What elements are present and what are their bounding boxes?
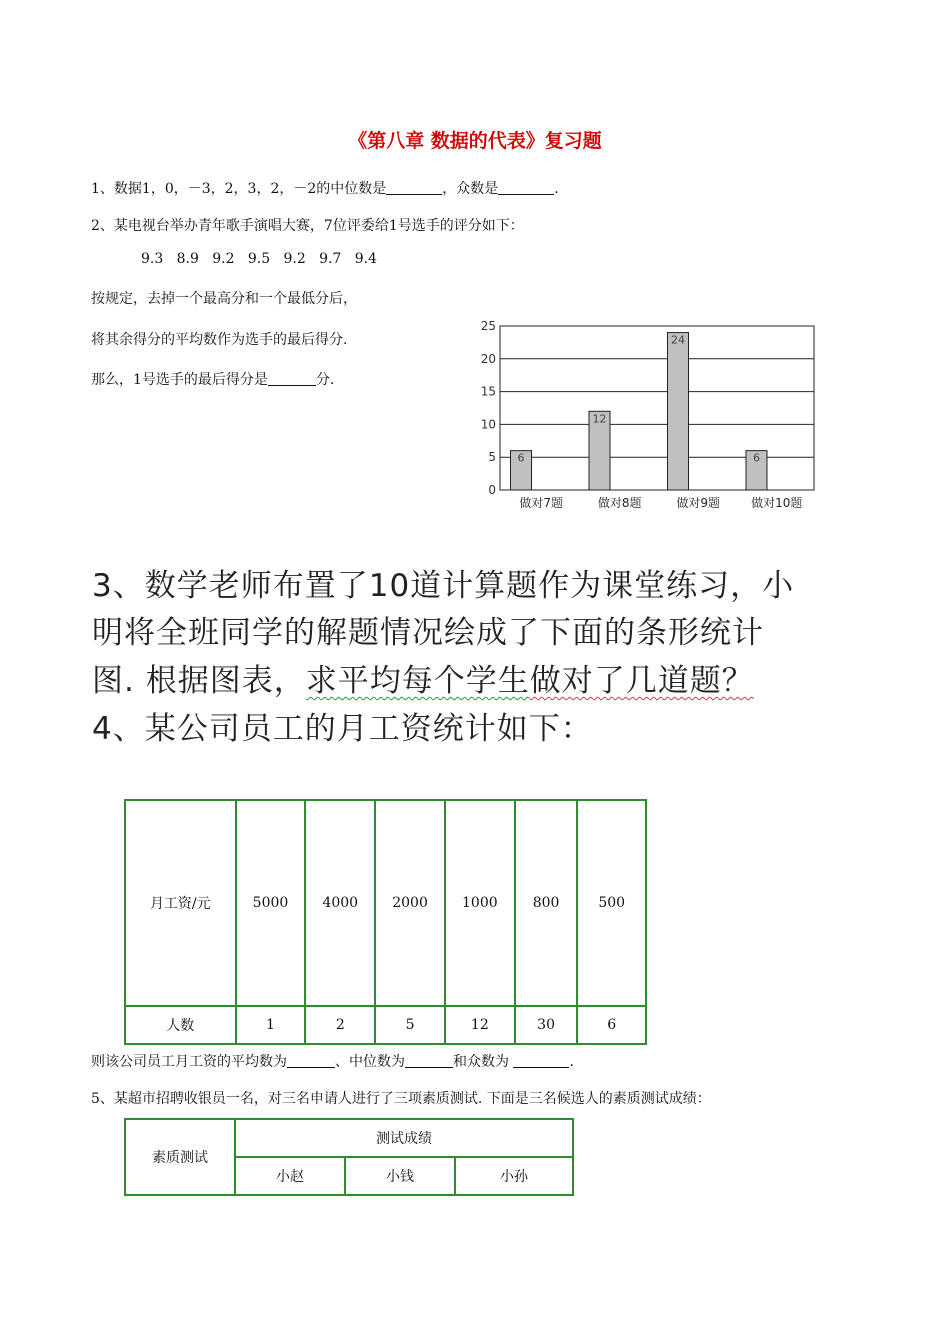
q1-text-a: 1、数据1，0，－3，2，3，2，－2的中位数是 (91, 181, 387, 197)
count-cell: 1 (236, 1006, 306, 1044)
candidate-name-cell: 小孙 (455, 1157, 573, 1195)
q4-after (91, 1051, 574, 1071)
q1-blank-median (386, 180, 442, 195)
q4-intro: 4、某公司员工的月工资统计如下： (92, 711, 593, 747)
chart-y-ticks (481, 319, 496, 497)
page-title: 《第八章 数据的代表》复习题 (348, 130, 602, 152)
chart-y-tick-label: 20 (480, 351, 496, 366)
chart-x-tick-label: 做对8题 (597, 496, 642, 510)
q3-line-2 (92, 607, 764, 652)
candidate-name-cell: 小钱 (345, 1157, 455, 1195)
count-cell: 30 (515, 1006, 578, 1044)
count-cell: 12 (445, 1006, 515, 1044)
chart-data-label: 6 (517, 451, 525, 465)
salary-row (125, 800, 646, 1006)
q5-intro: 5、某超市招聘收银员一名，对三名申请人进行了三项素质测试. 下面是三名候选人的素质测试成绩： (91, 1091, 711, 1107)
q2-line-3b: 分. (315, 372, 335, 388)
q4-after-c: 和众数为 (453, 1054, 509, 1070)
q2-scores: 9.3 8.9 9.2 9.5 9.2 9.7 9.4 (141, 251, 377, 267)
chart-data-label: 24 (671, 333, 685, 347)
q1-text-c: . (554, 181, 559, 197)
count-cell: 2 (305, 1006, 375, 1044)
chart-data-label: 12 (592, 412, 607, 426)
q2-blank-score (268, 371, 316, 386)
chart-y-tick-label: 10 (480, 417, 496, 432)
chart-y-tick-label: 25 (480, 319, 496, 333)
candidate-name-cell: 小赵 (235, 1157, 345, 1195)
chart-data-label: 6 (753, 451, 760, 465)
score-group-header: 测试成绩 (235, 1119, 573, 1157)
q3-line-3c: 做对了几道题？ (529, 663, 754, 699)
q3-line-3b: 求平均每个学生 (305, 663, 530, 699)
q4-blank-mode (513, 1053, 569, 1068)
q3-line-2-text: 明将全班同学的解题情况绘成了下面的条形统计 (92, 615, 764, 651)
salary-cell: 500 (577, 800, 646, 1006)
count-cell: 6 (577, 1006, 646, 1044)
q1-text-b: ，众数是 (442, 181, 499, 197)
q1-blank-mode (498, 180, 554, 195)
q4-after-b: 、中位数为 (335, 1054, 405, 1070)
salary-header-cell: 月工资/元 (125, 800, 236, 1006)
q3-line-1: 3、数学老师布置了10道计算题作为课堂练习，小 (92, 568, 795, 604)
count-header-cell: 人数 (125, 1006, 236, 1044)
salary-table (124, 799, 647, 1045)
q4-blank-mean (287, 1053, 335, 1068)
chart-data-labels (518, 334, 761, 465)
chart-y-tick-label: 15 (480, 384, 496, 399)
chart-x-tick-label: 做对10题 (751, 496, 803, 510)
q2-intro: 2、某电视台举办青年歌手演唱大赛，7位评委给1号选手的评分如下： (91, 218, 524, 234)
quality-test-table (124, 1118, 574, 1196)
chart-y-tick-label: 0 (488, 483, 496, 497)
count-cell: 5 (375, 1006, 445, 1044)
q3-line-3a: 图. 根据图表， (92, 663, 306, 699)
question-1 (91, 178, 559, 198)
bar-chart (476, 314, 826, 519)
salary-cell: 5000 (236, 800, 306, 1006)
q2-line-3 (91, 369, 334, 389)
q2-line-3a: 那么，1号选手的最后得分是 (91, 372, 268, 388)
q4-after-d: . (569, 1054, 574, 1070)
q4-after-a: 则该公司员工月工资的平均数为 (91, 1054, 287, 1070)
chart-x-tick-label: 做对7题 (519, 496, 564, 510)
salary-cell: 2000 (375, 800, 445, 1006)
q2-line-1: 按规定，去掉一个最高分和一个最低分后， (91, 291, 357, 307)
q3-line-3 (92, 655, 754, 700)
q2-line-2: 将其余得分的平均数作为选手的最后得分. (91, 332, 348, 348)
salary-cell: 4000 (305, 800, 375, 1006)
count-row (125, 1006, 646, 1044)
chart-y-tick-label: 5 (488, 450, 496, 465)
quality-col-header: 素质测试 (125, 1119, 235, 1195)
salary-cell: 800 (515, 800, 578, 1006)
chart-x-tick-label: 做对9题 (676, 496, 721, 510)
chart-bars (511, 333, 768, 490)
chart-x-labels (519, 495, 802, 510)
q4-blank-median (405, 1053, 453, 1068)
salary-cell: 1000 (445, 800, 515, 1006)
chart-bar (668, 333, 689, 490)
